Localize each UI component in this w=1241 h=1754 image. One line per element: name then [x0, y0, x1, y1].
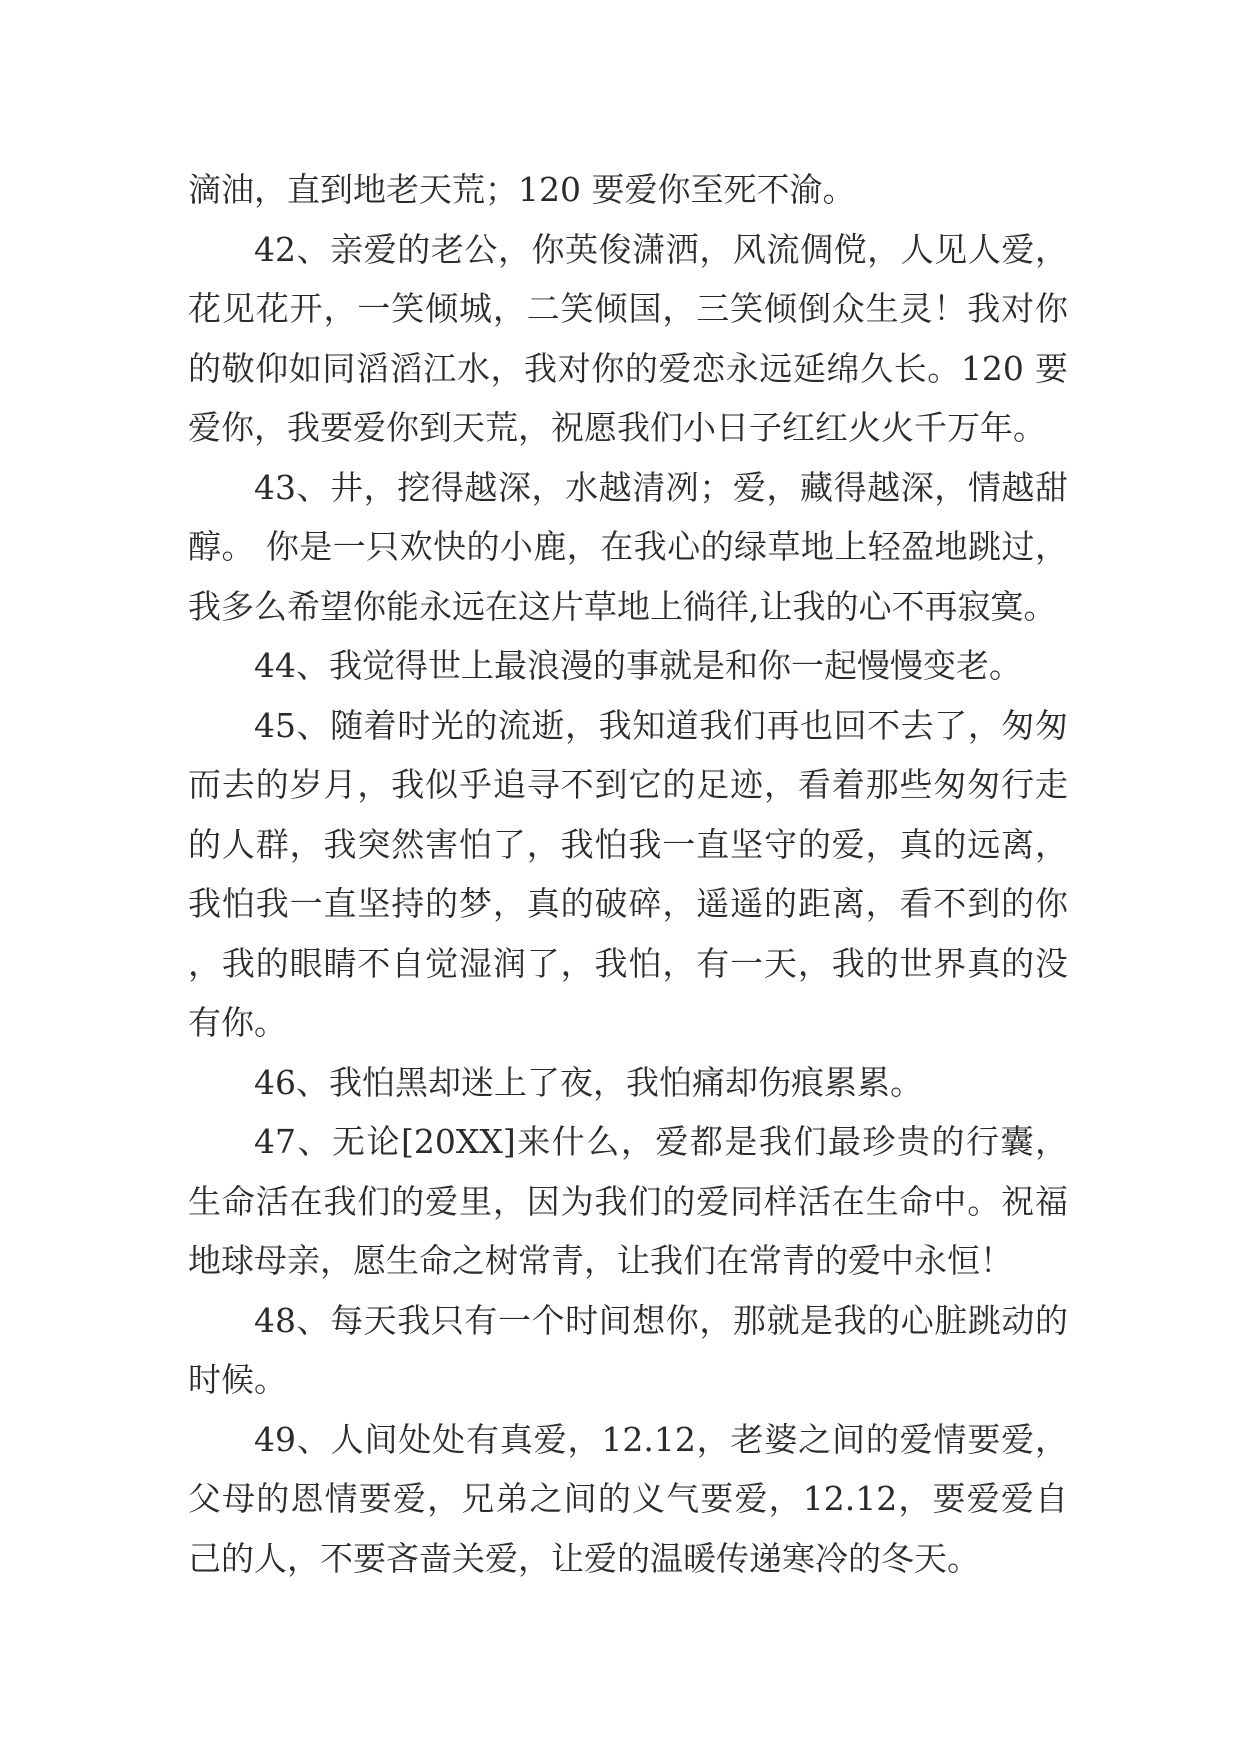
paragraph-46: 46、我怕黑却迷上了夜，我怕痛却伤痕累累。 [254, 1062, 923, 1102]
paragraph-48: 48、每天我只有一个时间想你，那就是我的心脏跳动的时候。 [188, 1300, 1068, 1399]
document-body [188, 160, 1068, 1588]
paragraph-44: 44、我觉得世上最浪漫的事就是和你一起慢慢变老。 [254, 646, 1022, 685]
paragraph-43: 43、井，挖得越深，水越清冽；爱，藏得越深，情越甜醇。 你是一只欢快的小鹿，在我心的绿草地上轻盈地跳过，我多么希望你能永远在这片草地上徜徉,让我的心不再寂寞。 [188, 467, 1068, 626]
paragraph-continuation: 滴油，直到地老天荒；120 要爱你至死不渝。 [188, 170, 856, 209]
paragraph-49: 49、人间处处有真爱，12.12，老婆之间的爱情要爱，父母的恩情要爱，兄弟之间的义气要爱，12.12，要爱爱自己的人，不要吝啬关爱，让爱的温暖传递寒冷的冬天。 [188, 1419, 1068, 1578]
paragraph-47: 47、无论[20XX]来什么，爱都是我们最珍贵的行囊，生命活在我们的爱里，因为我们的爱同样活在生命中。祝福地球母亲，愿生命之树常青，让我们在常青的爱中永恒！ [188, 1122, 1068, 1280]
paragraph-42: 42、亲爱的老公，你英俊潇洒，风流倜傥，人见人爱，花见花开，一笑倾城，二笑倾国，三笑倾倒众生灵！我对你的敬仰如同滔滔江水，我对你的爱恋永远延绵久长。120 要爱你，我要爱你到天荒，祝愿我们小日子红红火火千万年。 [188, 229, 1068, 447]
paragraph-45: 45、随着时光的流逝，我知道我们再也回不去了，匆匆而去的岁月，我似乎追寻不到它的足迹，看着那些匆匆行走的人群，我突然害怕了，我怕我一直坚守的爱，真的远离，我怕我一直坚持的梦，真的破碎，遥遥的距离，看不到的你，我的眼睛不自觉湿润了，我怕，有一天，我的世界真的没有你。 [188, 705, 1068, 1042]
